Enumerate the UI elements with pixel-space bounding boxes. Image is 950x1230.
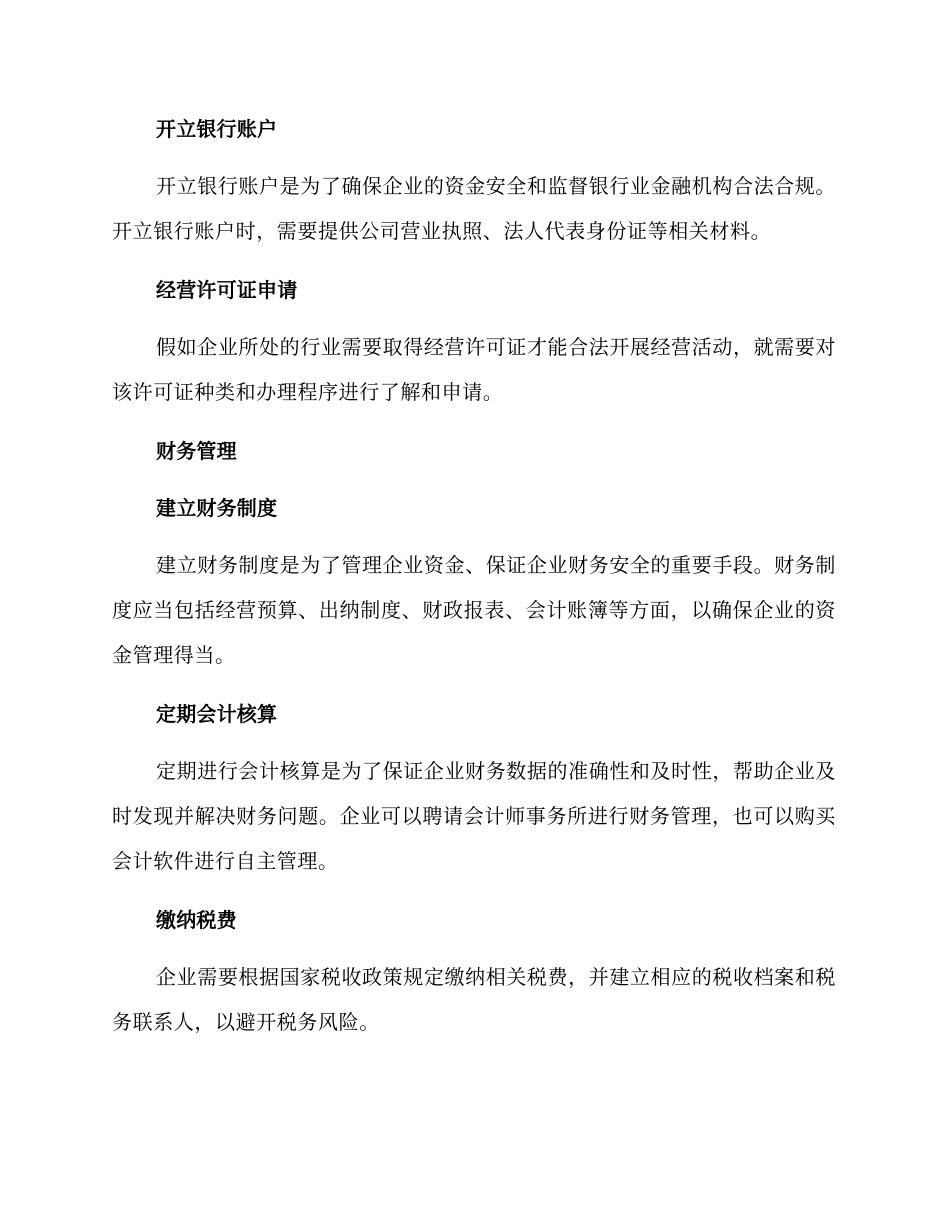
section-paragraph-accounting: 定期进行会计核算是为了保证企业财务数据的准确性和及时性，帮助企业及时发现并解决财务问题。企业可以聘请会计师事务所进行财务管理，也可以购买会计软件进行自主管理。 (112, 759, 836, 873)
section-heading-accounting: 定期会计核算 (156, 702, 278, 726)
section-paragraph-financial-system: 建立财务制度是为了管理企业资金、保证企业财务安全的重要手段。财务制度应当包括经营预算、出纳制度、财政报表、会计账簿等方面，以确保企业的资金管理得当。 (112, 553, 836, 667)
section-heading-business-license: 经营许可证申请 (156, 278, 298, 302)
section-paragraph-bank-account: 开立银行账户是为了确保企业的资金安全和监督银行业金融机构合法合规。开立银行账户时，需要提供公司营业执照、法人代表身份证等相关材料。 (112, 174, 836, 243)
section-heading-taxes: 缴纳税费 (156, 908, 237, 932)
section-paragraph-business-license: 假如企业所处的行业需要取得经营许可证才能合法开展经营活动，就需要对该许可证种类和办理程序进行了解和申请。 (112, 335, 836, 404)
section-heading-financial-management: 财务管理 (156, 439, 237, 463)
section-heading-financial-system: 建立财务制度 (156, 496, 278, 520)
section-paragraph-taxes: 企业需要根据国家税收政策规定缴纳相关税费，并建立相应的税收档案和税务联系人，以避开税务风险。 (112, 965, 836, 1034)
section-heading-bank-account: 开立银行账户 (156, 117, 278, 141)
